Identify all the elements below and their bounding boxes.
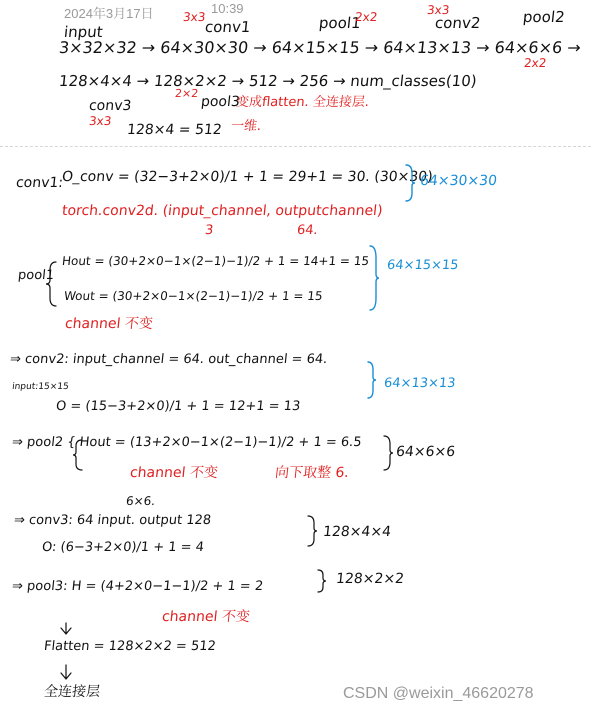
conv2-input-size: input:15×15 [11,382,70,392]
pool1-label: pool1 [318,14,362,32]
note-date: 2024年3月17日 [64,6,154,21]
pool2-channel-note: channel 不变 [129,465,219,481]
pool1-channel-note: channel 不变 [64,316,154,332]
conv1-kernel: 3x3 [182,10,207,24]
conv2-line: ⇒ conv2: input_channel = 64. out_channel = 64. [9,352,329,367]
conv1-formula: O_conv = (32−3+2×0)/1 + 1 = 29+1 = 30. (30×30) [61,169,434,185]
pool2-kernel: 2x2 [523,56,548,70]
conv1-torch: torch.conv2d. (input_channel, outputchannel) [61,203,384,219]
pool1-hout: Hout = (30+2×0−1×(2−1)−1)/2 + 1 = 14+1 = 15 [61,254,370,268]
pipeline-row-1: 3×32×32 → 64×30×30 → 64×15×15 → 64×13×13 → 64×6×6 → [58,38,582,57]
note-time: 10:39 [211,1,244,16]
pool2-result: 64×6×6 [395,444,456,460]
conv2-formula: O = (15−3+2×0)/1 + 1 = 12+1 = 13 [55,399,302,414]
pool3-line: ⇒ pool3: H = (4+2×0−1−1)/2 + 1 = 2 [11,579,264,594]
pool1-kernel: 2x2 [354,10,379,24]
pool2-label: pool2 [522,8,566,26]
input-label: input [63,23,104,41]
conv2-kernel: 3x3 [426,3,451,17]
pipeline-row-2: 128×4×4 → 128×2×2 → 512 → 256 → num_classes(10) [58,72,478,90]
pool2-round-note: 向下取整 6. [274,465,350,481]
flatten-line: Flatten = 128×2×2 = 512 [43,639,217,654]
pool2-line: ⇒ pool2 { Hout = (13+2×0−1×(2−1)−1)/2 + 1 = 6.5 [11,435,363,450]
fc-label: 全连接层 [43,684,101,700]
conv3-kernel: 3x3 [88,114,113,128]
conv1-label: conv1 [204,18,252,36]
watermark: CSDN @weixin_46620278 [343,685,534,702]
conv3-formula: O: (6−3+2×0)/1 + 1 = 4 [41,540,205,555]
conv1-result: 64×30×30 [419,173,498,189]
pool3-kernel: 2×2 [174,87,199,100]
pool1-wout: Wout = (30+2×0−1×(2−1)−1)/2 + 1 = 15 [63,289,324,303]
flatten-note: 一维. [230,119,262,134]
conv1-in-channels: 3 [204,223,215,238]
conv3-above: 6×6. [125,494,156,508]
conv2-result: 64×13×13 [383,376,457,391]
pool3-note: 变成flatten. 全连接层. [235,95,370,110]
conv2-label: conv2 [434,14,482,32]
flatten-calc: 128×4 = 512 [126,122,223,138]
pool3-label: pool3 [200,94,241,110]
conv1-out-channels: 64. [296,223,319,238]
pool1-result: 64×15×15 [386,258,460,273]
conv1-section-label: conv1: [15,175,64,191]
conv3-label: conv3 [88,98,133,114]
pool1-section-label: pool1 [17,268,55,283]
pool3-result: 128×2×2 [335,571,405,587]
pool3-channel-note: channel 不变 [161,609,251,625]
conv3-line: ⇒ conv3: 64 input. output 128 [13,513,212,528]
conv3-result: 128×4×4 [322,524,392,540]
